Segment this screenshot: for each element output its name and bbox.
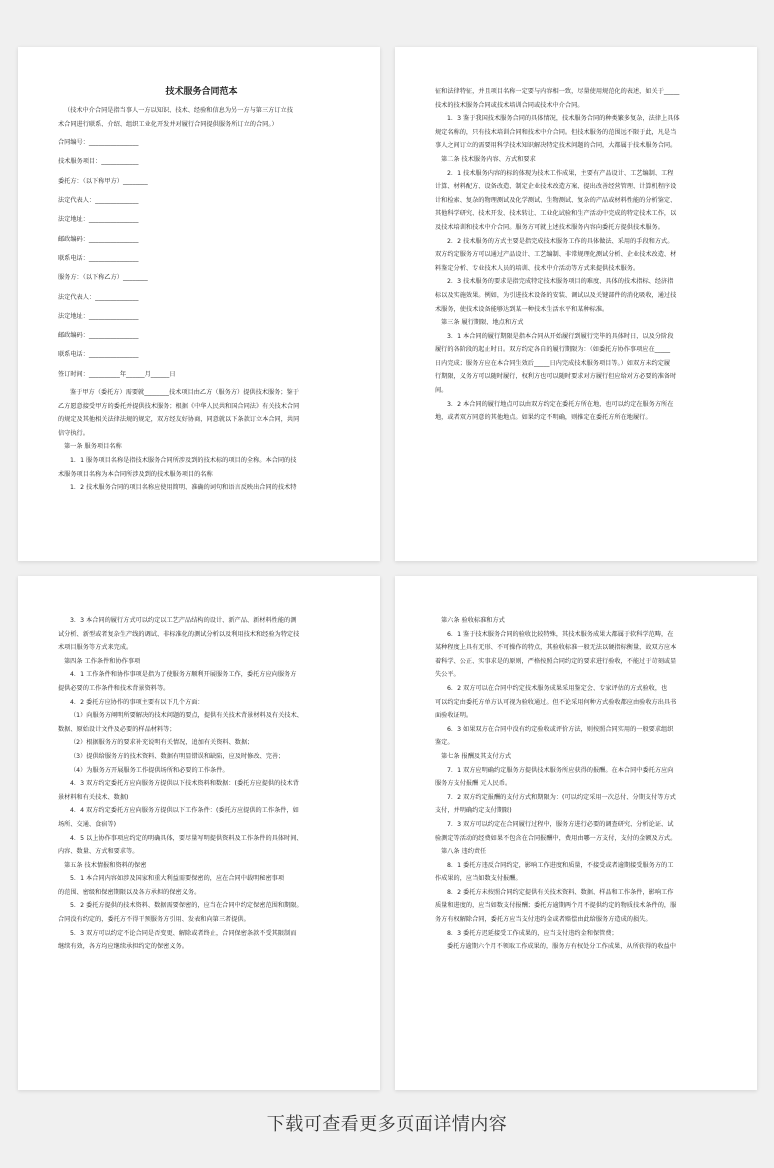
contract-field: 联系电话：________________: [58, 351, 139, 359]
document-page-3: [18, 576, 380, 1090]
text-line: 失公平。: [435, 671, 460, 679]
text-line: 务方有权解除合同，委托方应当支付违约金或者赔偿由此给服务方造成的损失。: [435, 916, 652, 924]
text-line: 6．1 鉴于技术服务合同的验收比较特殊，其技术服务成果大都属于软科学范畴，在: [447, 630, 674, 638]
text-line: 鉴定。: [435, 739, 454, 747]
contract-fields: [58, 133, 345, 384]
text-line: 合同没有约定的，委托方不得干预服务方引用、发表和向第三者提供。: [58, 916, 250, 924]
section-heading: 第三条 履行期限、地点和方式: [441, 319, 524, 327]
text-line: （1）向服务方阐明所要解决的技术问题的要点，提供有关技术背景材料及有关技术、: [70, 712, 303, 720]
text-line: 作成果的，应当如数支付报酬。: [435, 875, 522, 883]
text-line: 8．3 委托方迟延接受工作成果的，应当支付违约金和保管费；: [447, 929, 618, 937]
text-line: （3）提供给服务方的技术资料、数据有明显错误和缺陷，应及时修改、完善；: [70, 752, 285, 760]
text-line: 1．3 鉴于我国技术服务合同的具体情况，技术服务合同的种类繁多复杂，法律上具体: [447, 115, 680, 123]
text-line: 4．2 委托方应协作的事项主要有以下几个方面：: [70, 698, 204, 706]
text-line: 内容、数量、方式和要求等。: [58, 848, 139, 856]
contract-field: 合同编号：________________: [58, 139, 139, 147]
text-line: 3．1 本合同的履行期限是指本合同从开始履行到履行完毕的具体时日，以及分阶段: [447, 332, 674, 340]
contract-field: 法定地址：________________: [58, 312, 139, 320]
download-more-banner[interactable]: 下载可查看更多页面详情内容: [266, 1114, 508, 1135]
text-line: 4．4 双方约定委托方应向服务方提供以下工作条件：(委托方应提供的工作条件，如: [70, 807, 299, 815]
text-line: 7．1 双方应明确约定服务方提供技术服务所应获得的报酬。在本合同中委托方应向: [447, 766, 674, 774]
contract-field: 法定代表人：______________: [58, 197, 139, 205]
document-page-4: [395, 576, 757, 1090]
text-line: 规定名称的，只有技术培训合同和技术中介合同。但技术服务的范围远不限于此，凡是当: [435, 128, 677, 136]
contract-body: [435, 614, 722, 954]
text-line: 术项目服务等方式来完成。: [58, 644, 133, 652]
text-line: 2．1 技术服务内容的标的体现为技术工作成果，主要有产品设计、工艺编制、工程: [447, 169, 674, 177]
text-line: 计算、材料配方、设备改造、制定企业技术改造方案、提出改善经营管理、计算机程序设: [435, 183, 677, 191]
text-line: 4．5 以上协作事项应约定的明确具体，要尽量写明提供资料及工作条件的具体时间、: [70, 834, 303, 842]
contract-body: [58, 386, 345, 495]
text-line: 质量和进度的，应当如数支付报酬；委托方逾期两个月不提供约定的物质技术条件的，服: [435, 902, 677, 910]
document-page-2: [395, 47, 757, 561]
contract-field: 服务方：（以下称乙方）________: [58, 274, 148, 282]
contract-field: 技术服务项目：____________: [58, 158, 139, 166]
text-line: 可以约定由委托方单方认可视为验收通过。但不论采用何种方式验收都应由验收方出具书: [435, 698, 677, 706]
text-line: （4）为服务方开展服务工作提供场所和必要的工作条件。: [70, 766, 229, 774]
text-line: 7．2 双方约定报酬的支付方式和期限为：(可以约定采用一次总付、分期支付等方式: [447, 793, 676, 801]
text-line: 料鉴定分析、专业技术人员的培训、技术中介活动等方式来提供技术服务。: [435, 264, 640, 272]
text-line: 双方约定服务方可以通过产品设计、工艺编制、非常规理化测试分析、企业技术改造、材: [435, 251, 677, 259]
text-line: 支付，并明确约定支付期限): [435, 807, 512, 815]
text-line: 日内完成；服务方应在本合同生效后_____日内完成技术服务项目等。）如双方未约定履: [435, 359, 671, 367]
text-line: 7．3 双方可以约定在合同履行过程中，服务方进行必要的调查研究、分析论证、试: [447, 820, 674, 828]
text-line: 履行的各阶段的起止时日。双方约定各自的履行期限为：（如委托方协作事项应在_____: [435, 346, 671, 354]
contract-body: [435, 85, 722, 425]
text-line: 继续有效，各方均应继续承担约定的保密义务。: [58, 943, 188, 951]
text-line: 征和法律特征，并且项目名称一定要与内容相一致，尽量使用规范化的表述，如关于_____: [435, 88, 680, 95]
text-line: 术服务项目名称为本合同所涉及到的技术服务项目的名称: [58, 470, 213, 478]
contract-field: 法定代表人：______________: [58, 293, 139, 301]
text-line: 的范围、密级和保密期限以及各方承担的保密义务。: [58, 888, 201, 896]
text-line: 技术的技术服务合同或技术培训合同或技术中介合同。: [435, 101, 584, 109]
text-line: 试分析、新型或者复杂生产线的调试、非标准化的测试分析以及利用技术和经验为特定技: [58, 630, 300, 638]
text-line: 委托方逾期六个月不领取工作成果的，服务方有权处分工作成果，从所获得的收益中: [447, 943, 676, 951]
page-title: 技术服务合同范本: [165, 87, 238, 97]
contract-field: 签订时间：__________年______月______日: [58, 370, 176, 378]
text-line: 5．3 双方可以约定不论合同是否变更、解除或者终止，合同保密条款不受其限制而: [70, 929, 297, 937]
text-line: 2．3 技术服务的要求是指完成特定技术服务项目的难度、具体的技术指标、经济指: [447, 278, 674, 286]
text-line: 1．2 技术服务合同的项目名称应使用简明、准确的词句和语言反映出合同的技术特: [70, 484, 297, 492]
text-line: 乙方愿意接受甲方的委托并提供技术服务；根据《中华人民共和国合同法》有关技术合同: [58, 402, 300, 410]
section-heading: 第二条 技术服务内容、方式和要求: [441, 155, 536, 163]
contract-field: 法定地址：________________: [58, 216, 139, 224]
text-line: 2．2 技术服务的方式主要是指完成技术服务工作的具体做法、采用的手段和方式。: [447, 237, 674, 245]
text-line: 信守执行。: [58, 429, 89, 437]
text-line: 景材料和有关技术、数据): [58, 793, 129, 801]
text-line: 6．3 如果双方在合同中没有约定验收或评价方法，则按照合同实用的一般要求组织: [447, 725, 674, 733]
text-line: 8．2 委托方未按照合同约定提供有关技术资料、数据、样品和工作条件，影响工作: [447, 888, 674, 896]
document-page-1: [18, 47, 380, 561]
text-line: 3．2 本合同的履行地点可以由双方约定在委托方所在地，也可以约定在服务方所在: [447, 400, 674, 408]
text-line: （技术中介合同是指当事人一方以知识、技术、经验和信息为另一方与第三方订立技: [64, 107, 293, 114]
text-line: 验测定等活动的经费如果不包含在合同报酬中，费用由哪一方支付，支付的金额及方式。: [435, 834, 677, 842]
text-line: 某种程度上具有无形、不可操作的特点，其验收标准一般无法以硬指标衡量，故双方应本: [435, 644, 677, 652]
text-line: 标以及实施效果。例如，为引进技术设备的安装、调试以及关键部件的消化吸收，通过技: [435, 291, 677, 299]
text-line: 术合同进行联系、介绍、组织工业化开发并对履行合同提供服务所订立的合同。）: [58, 120, 278, 128]
intro-paragraph: [58, 104, 345, 131]
text-line: 1．1 服务项目名称是指技术服务合同所涉及到的技术标的项目的全称。本合同的技: [70, 457, 297, 465]
section-heading: 第七条 报酬及其支付方式: [441, 752, 512, 760]
text-line: 其他科学研究、技术开发、技术转让、工业化试验和生产活动中完成的特定技术工作，以: [435, 210, 677, 218]
text-line: 6．2 双方可以在合同中约定技术服务成果采用鉴定会、专家评估的方式验收，也: [447, 684, 668, 692]
contract-field: 邮政编码：________________: [58, 235, 139, 243]
text-line: 4．3 双方约定委托方应向服务方提供以下技术资料和数据：(委托方应提供的技术背: [70, 780, 299, 788]
text-line: 地，或者双方同意的其他地点。如果约定不明确，则推定在委托方所在地履行。: [435, 414, 652, 422]
text-line: 5．2 委托方提供的技术资料、数据需要保密的，应当在合同中约定保密范围和期限。: [70, 902, 303, 910]
contract-field: 联系电话：________________: [58, 254, 139, 262]
text-line: 鉴于甲方（委托方）需要就________技术项目由乙方（服务方）提供技术服务；鉴于: [70, 389, 299, 397]
text-line: 行期限，义务方可以随时履行，权利方也可以随时要求对方履行但应给对方必要的准备时: [435, 373, 677, 381]
text-line: （2）根据服务方的要求补充说明有关情况，追加有关资料、数据；: [70, 739, 254, 747]
text-line: 服务方支付报酬 元人民币。: [435, 780, 512, 788]
text-line: 及技术培训和技术中介合同。服务方可就上述技术服务内容向委托方提供技术服务。: [435, 223, 664, 231]
text-line: 场所、交通、食宿等): [58, 820, 117, 828]
text-line: 计和检索、复杂的物理测试及化学测试、生物测试、复杂的产品或材料性能的分析鉴定、: [435, 196, 677, 204]
contract-field: 邮政编码：________________: [58, 332, 139, 340]
text-line: 术服务，使技术设备能够达到某一种技术生活水平和某种标准。: [435, 305, 609, 313]
text-line: 5．1 本合同内容如涉及国家和重大利益需要保密的，应在合同中载明秘密事项: [70, 875, 285, 883]
text-line: 的规定及其他相关法律法规的规定，双方经友好协商，同意就以下条款订立本合同，共同: [58, 416, 300, 424]
section-heading: 第五条 技术情报和资料的保密: [64, 861, 147, 869]
section-heading: 第八条 违约责任: [441, 848, 487, 856]
text-line: 事人之间订立的需要用科学技术知识解决特定技术问题的合同，大都属于技术服务合同。: [435, 142, 677, 150]
section-heading: 第一条 服务项目名称: [64, 443, 122, 451]
contract-body: [58, 614, 345, 954]
text-line: 3．3 本合同的履行方式可以约定以工艺产品结构的设计、新产品、新材料性能的测: [70, 617, 297, 624]
text-line: 8．1 委托方违反合同约定，影响工作进度和质量，不接受或者逾期接受服务方的工: [447, 861, 674, 869]
text-line: 着科学、公正、实事求是的原则，严格按照合同约定的要求进行验收，不能过于苛刻或显: [435, 657, 677, 665]
section-heading: 第四条 工作条件和协作事项: [64, 657, 141, 665]
text-line: 间。: [435, 387, 448, 395]
text-line: 数据、原始设计文件及必要的样品材料等；: [58, 725, 176, 733]
text-line: 4．1 工作条件和协作事项是指为了使服务方顺利开展服务工作，委托方应向服务方: [70, 671, 297, 679]
text-line: 提供必要的工作条件和技术背景资料等。: [58, 684, 170, 692]
section-heading: 第六条 验收标准和方式: [441, 617, 505, 624]
contract-field: 委托方：（以下称甲方）________: [58, 177, 148, 185]
text-line: 面验收证明。: [435, 712, 473, 720]
